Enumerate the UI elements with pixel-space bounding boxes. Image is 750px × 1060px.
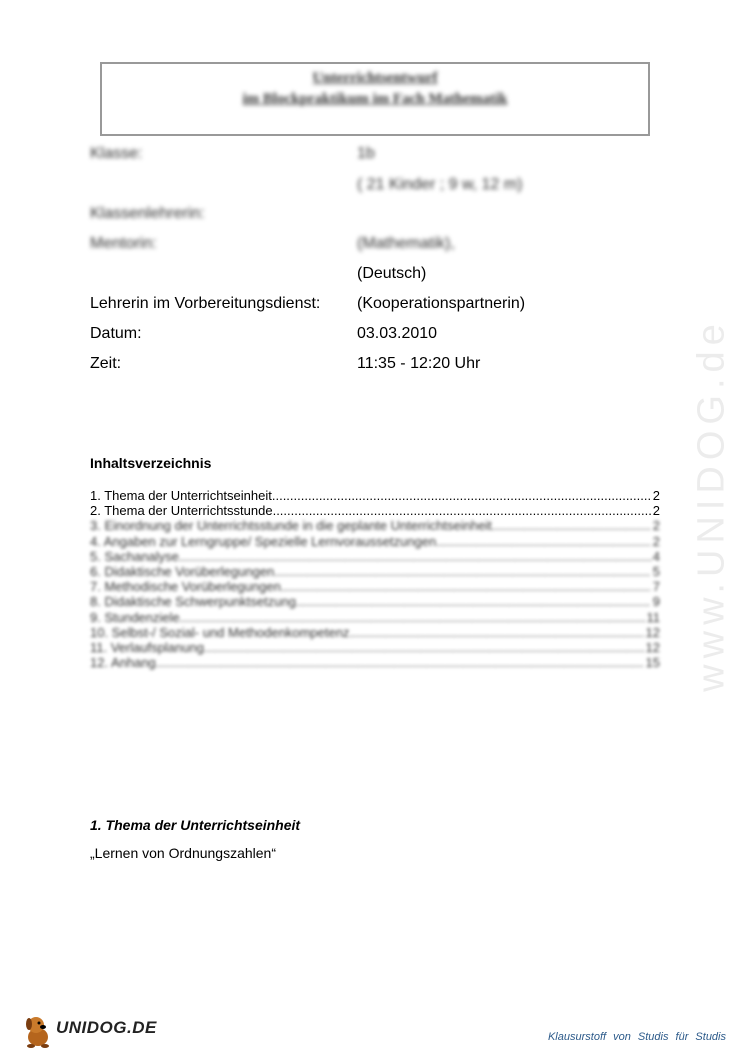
toc-item: [90, 503, 660, 518]
toc-item-title: 9. Stundenziele: [90, 609, 180, 625]
info-label: Klasse:: [90, 145, 143, 162]
logo-text: UNIDOG.DE: [56, 1018, 157, 1037]
info-label: Zeit:: [90, 355, 122, 372]
info-label: Lehrerin im Vorbereitungsdienst:: [90, 295, 321, 312]
info-value: (Mathematik),: [357, 235, 455, 252]
toc-leader-dots: [296, 594, 651, 609]
toc-item-title: 1. Thema der Unterrichtseinheit: [90, 488, 272, 503]
toc-leader-dots: [274, 564, 650, 579]
toc-item-title: 10. Selbst-/ Sozial- und Methodenkompetenz: [90, 624, 350, 640]
toc-item-page: 12: [645, 624, 660, 640]
toc-item-page: 2: [652, 518, 660, 534]
toc-item-title: 5. Sachanalyse: [90, 548, 179, 564]
toc-item: [90, 549, 660, 564]
info-label: Datum:: [90, 325, 142, 342]
footer-tagline: Klausurstoff von Studis für Studis: [547, 1031, 726, 1043]
toc-item: [90, 534, 660, 549]
toc-item-page: 4: [652, 548, 660, 564]
toc-item-title: 2. Thema der Unterrichtsstunde: [90, 503, 273, 519]
toc-item-title: 4. Angaben zur Lerngruppe/ Spezielle Lernvoraussetzungen: [90, 533, 437, 549]
toc-item: [90, 488, 660, 503]
info-label: Klassenlehrerin:: [90, 205, 205, 222]
toc-item: [90, 564, 660, 579]
toc-item: [90, 518, 660, 533]
toc-leader-dots: [180, 610, 645, 625]
toc-item: [90, 655, 660, 670]
unidog-logo: [22, 1013, 162, 1049]
toc-item-title: 6. Didaktische Vorüberlegungen: [90, 563, 275, 579]
toc-leader-dots: [281, 579, 651, 594]
toc-item-page: 2: [652, 503, 660, 519]
toc-item-page: 15: [645, 655, 660, 671]
toc-item-title: 12. Anhang: [90, 655, 156, 671]
info-value: (Kooperationspartnerin): [357, 295, 526, 312]
info-value: ( 21 Kinder ; 9 w, 12 m): [357, 176, 523, 193]
info-value: 1b: [357, 145, 375, 162]
title-box: [100, 62, 650, 136]
toc-item: [90, 625, 660, 640]
document-subtitle: im Blockpraktikum im Fach Mathematik: [242, 91, 508, 107]
toc-item-title: 11. Verlaufsplanung: [90, 639, 204, 655]
document-title: Unterrichtsentwurf: [312, 70, 438, 86]
toc-item-page: 11: [646, 609, 660, 625]
info-value: 03.03.2010: [357, 325, 438, 342]
toc-item-title: 7. Methodische Vorüberlegungen: [90, 579, 281, 595]
toc-leader-dots: [156, 655, 644, 670]
toc-item-page: 2: [652, 488, 660, 503]
toc-item-page: 12: [645, 639, 660, 655]
table-of-contents: [90, 488, 660, 670]
toc-item: [90, 640, 660, 655]
watermark: www.UNIDOG.de: [690, 318, 733, 692]
info-value: (Deutsch): [357, 265, 427, 282]
toc-item-title: 8. Didaktische Schwerpunktsetzung: [90, 594, 296, 610]
section-text: „Lernen von Ordnungszahlen“: [90, 845, 277, 861]
toc-item-page: 5: [652, 563, 660, 579]
toc-leader-dots: [273, 503, 651, 518]
toc-leader-dots: [204, 640, 644, 655]
toc-item-page: 7: [652, 579, 660, 595]
toc-leader-dots: [492, 518, 651, 533]
section-heading: 1. Thema der Unterrichtseinheit: [90, 817, 301, 833]
dog-icon: [22, 1013, 56, 1049]
info-label: Mentorin:: [90, 235, 157, 252]
toc-leader-dots: [272, 488, 651, 503]
toc-item-title: 3. Einordnung der Unterrichtsstunde in die geplante Unterrichtseinheit: [90, 518, 492, 534]
toc-item-page: 2: [652, 533, 660, 549]
toc-leader-dots: [349, 625, 643, 640]
toc-leader-dots: [436, 534, 651, 549]
toc-item: [90, 610, 660, 625]
toc-item: [90, 579, 660, 594]
toc-heading: Inhaltsverzeichnis: [90, 455, 212, 471]
toc-leader-dots: [179, 549, 651, 564]
info-value: 11:35 - 12:20 Uhr: [357, 355, 481, 372]
toc-item-page: 9: [652, 594, 660, 610]
toc-item: [90, 594, 660, 609]
